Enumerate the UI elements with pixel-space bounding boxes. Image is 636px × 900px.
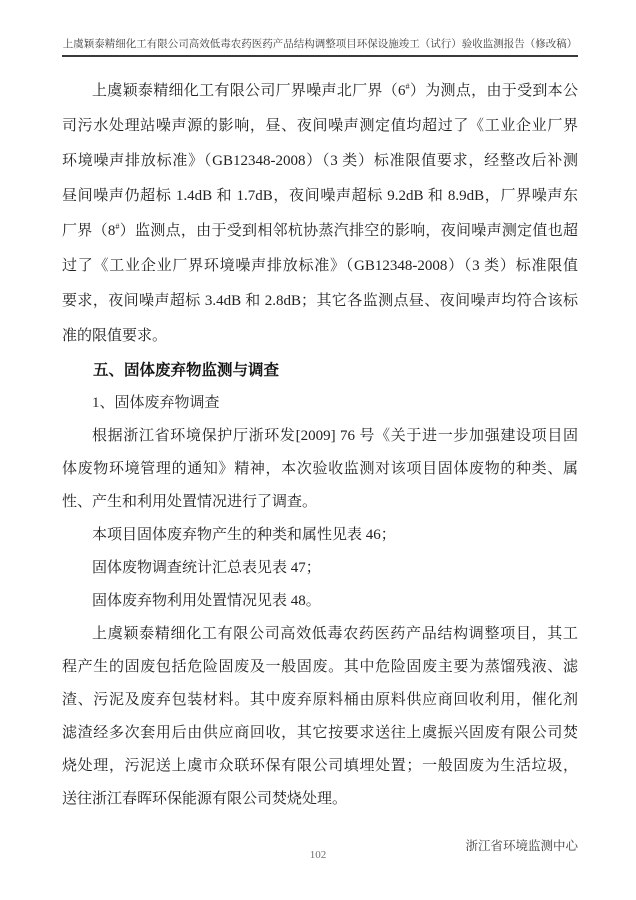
running-header: 上虞颖泰精细化工有限公司高效低毒农药医药产品结构调整项目环保设施竣工（试行）验收监测报告（修改稿） xyxy=(62,38,578,57)
paragraph-line: 滤渣经多次套用后由供应商回收，其它按要求送往上虞振兴固废有限公司焚 xyxy=(62,725,578,741)
section-heading: 五、固体废弃物监测与调查 xyxy=(93,362,280,379)
sub-heading: 1、固体废弃物调查 xyxy=(92,395,220,411)
page-number: 102 xyxy=(309,849,327,861)
paragraph-line: 固体废弃物利用处置情况见表 48。 xyxy=(92,593,321,609)
page-content xyxy=(62,38,578,816)
superscript-mark: # xyxy=(115,222,120,231)
paragraph-line: 固体废物调查统计汇总表见表 47； xyxy=(92,560,321,576)
paragraph-line: 本项目固体废弃物产生的种类和属性见表 46； xyxy=(92,527,396,543)
paragraph xyxy=(62,552,578,585)
paragraph-line: 程产生的固废包括危险固废及一般固废。其中危险固废主要为蒸馏残液、滤 xyxy=(62,659,578,675)
document-body xyxy=(62,57,578,816)
paragraph-line: 司污水处理站噪声源的影响，昼、夜间噪声测定值均超过了《工业企业厂界 xyxy=(62,118,578,134)
paragraph-line: 上虞颖泰精细化工有限公司厂界噪声北厂界（6#）为测点，由于受到本公 xyxy=(92,82,578,99)
paragraph-line: 体废物环境管理的通知》精神，本次验收监测对该项目固体废物的种类、属 xyxy=(62,461,578,477)
paragraph xyxy=(62,74,578,354)
paragraph-line: 要求，夜间噪声超标 3.4dB 和 2.8dB；其它各监测点昼、夜间噪声均符合该标 xyxy=(62,293,578,309)
paragraph xyxy=(62,585,578,618)
paragraph xyxy=(62,420,578,519)
footer-organization: 浙江省环境监测中心 xyxy=(465,839,578,853)
paragraph-line: 过了《工业企业厂界环境噪声排放标准》（GB12348-2008）（3 类）标准限值 xyxy=(62,258,578,274)
paragraph-line: 根据浙江省环境保护厅浙环发[2009] 76 号《关于进一步加强建设项目固 xyxy=(92,428,578,444)
paragraph xyxy=(62,618,578,816)
paragraph-line: 昼间噪声仍超标 1.4dB 和 1.7dB，夜间噪声超标 9.2dB 和 8.9dB，厂界噪声东 xyxy=(62,188,578,204)
paragraph-line: 环境噪声排放标准》（GB12348-2008）（3 类）标准限值要求，经整改后补测 xyxy=(62,153,578,169)
paragraph-line: 上虞颖泰精细化工有限公司高效低毒农药医药产品结构调整项目，其工 xyxy=(92,626,578,642)
superscript-mark: # xyxy=(405,82,410,91)
paragraph-line: 准的限值要求。 xyxy=(62,328,168,344)
paragraph-line: 渣、污泥及废弃包装材料。其中废弃原料桶由原料供应商回收利用，催化剂 xyxy=(62,692,578,708)
paragraph-line: 送往浙江春晖环保能源有限公司焚烧处理。 xyxy=(62,791,348,807)
paragraph-line: 性、产生和利用处置情况进行了调查。 xyxy=(62,494,318,510)
paragraph-line: 厂界（8#）监测点，由于受到相邻杭协蒸汽排空的影响，夜间噪声测定值也超 xyxy=(62,222,578,239)
paragraph xyxy=(62,519,578,552)
paragraph-line: 烧处理，污泥送上虞市众联环保有限公司填埋处置；一般固废为生活垃圾， xyxy=(62,758,578,774)
